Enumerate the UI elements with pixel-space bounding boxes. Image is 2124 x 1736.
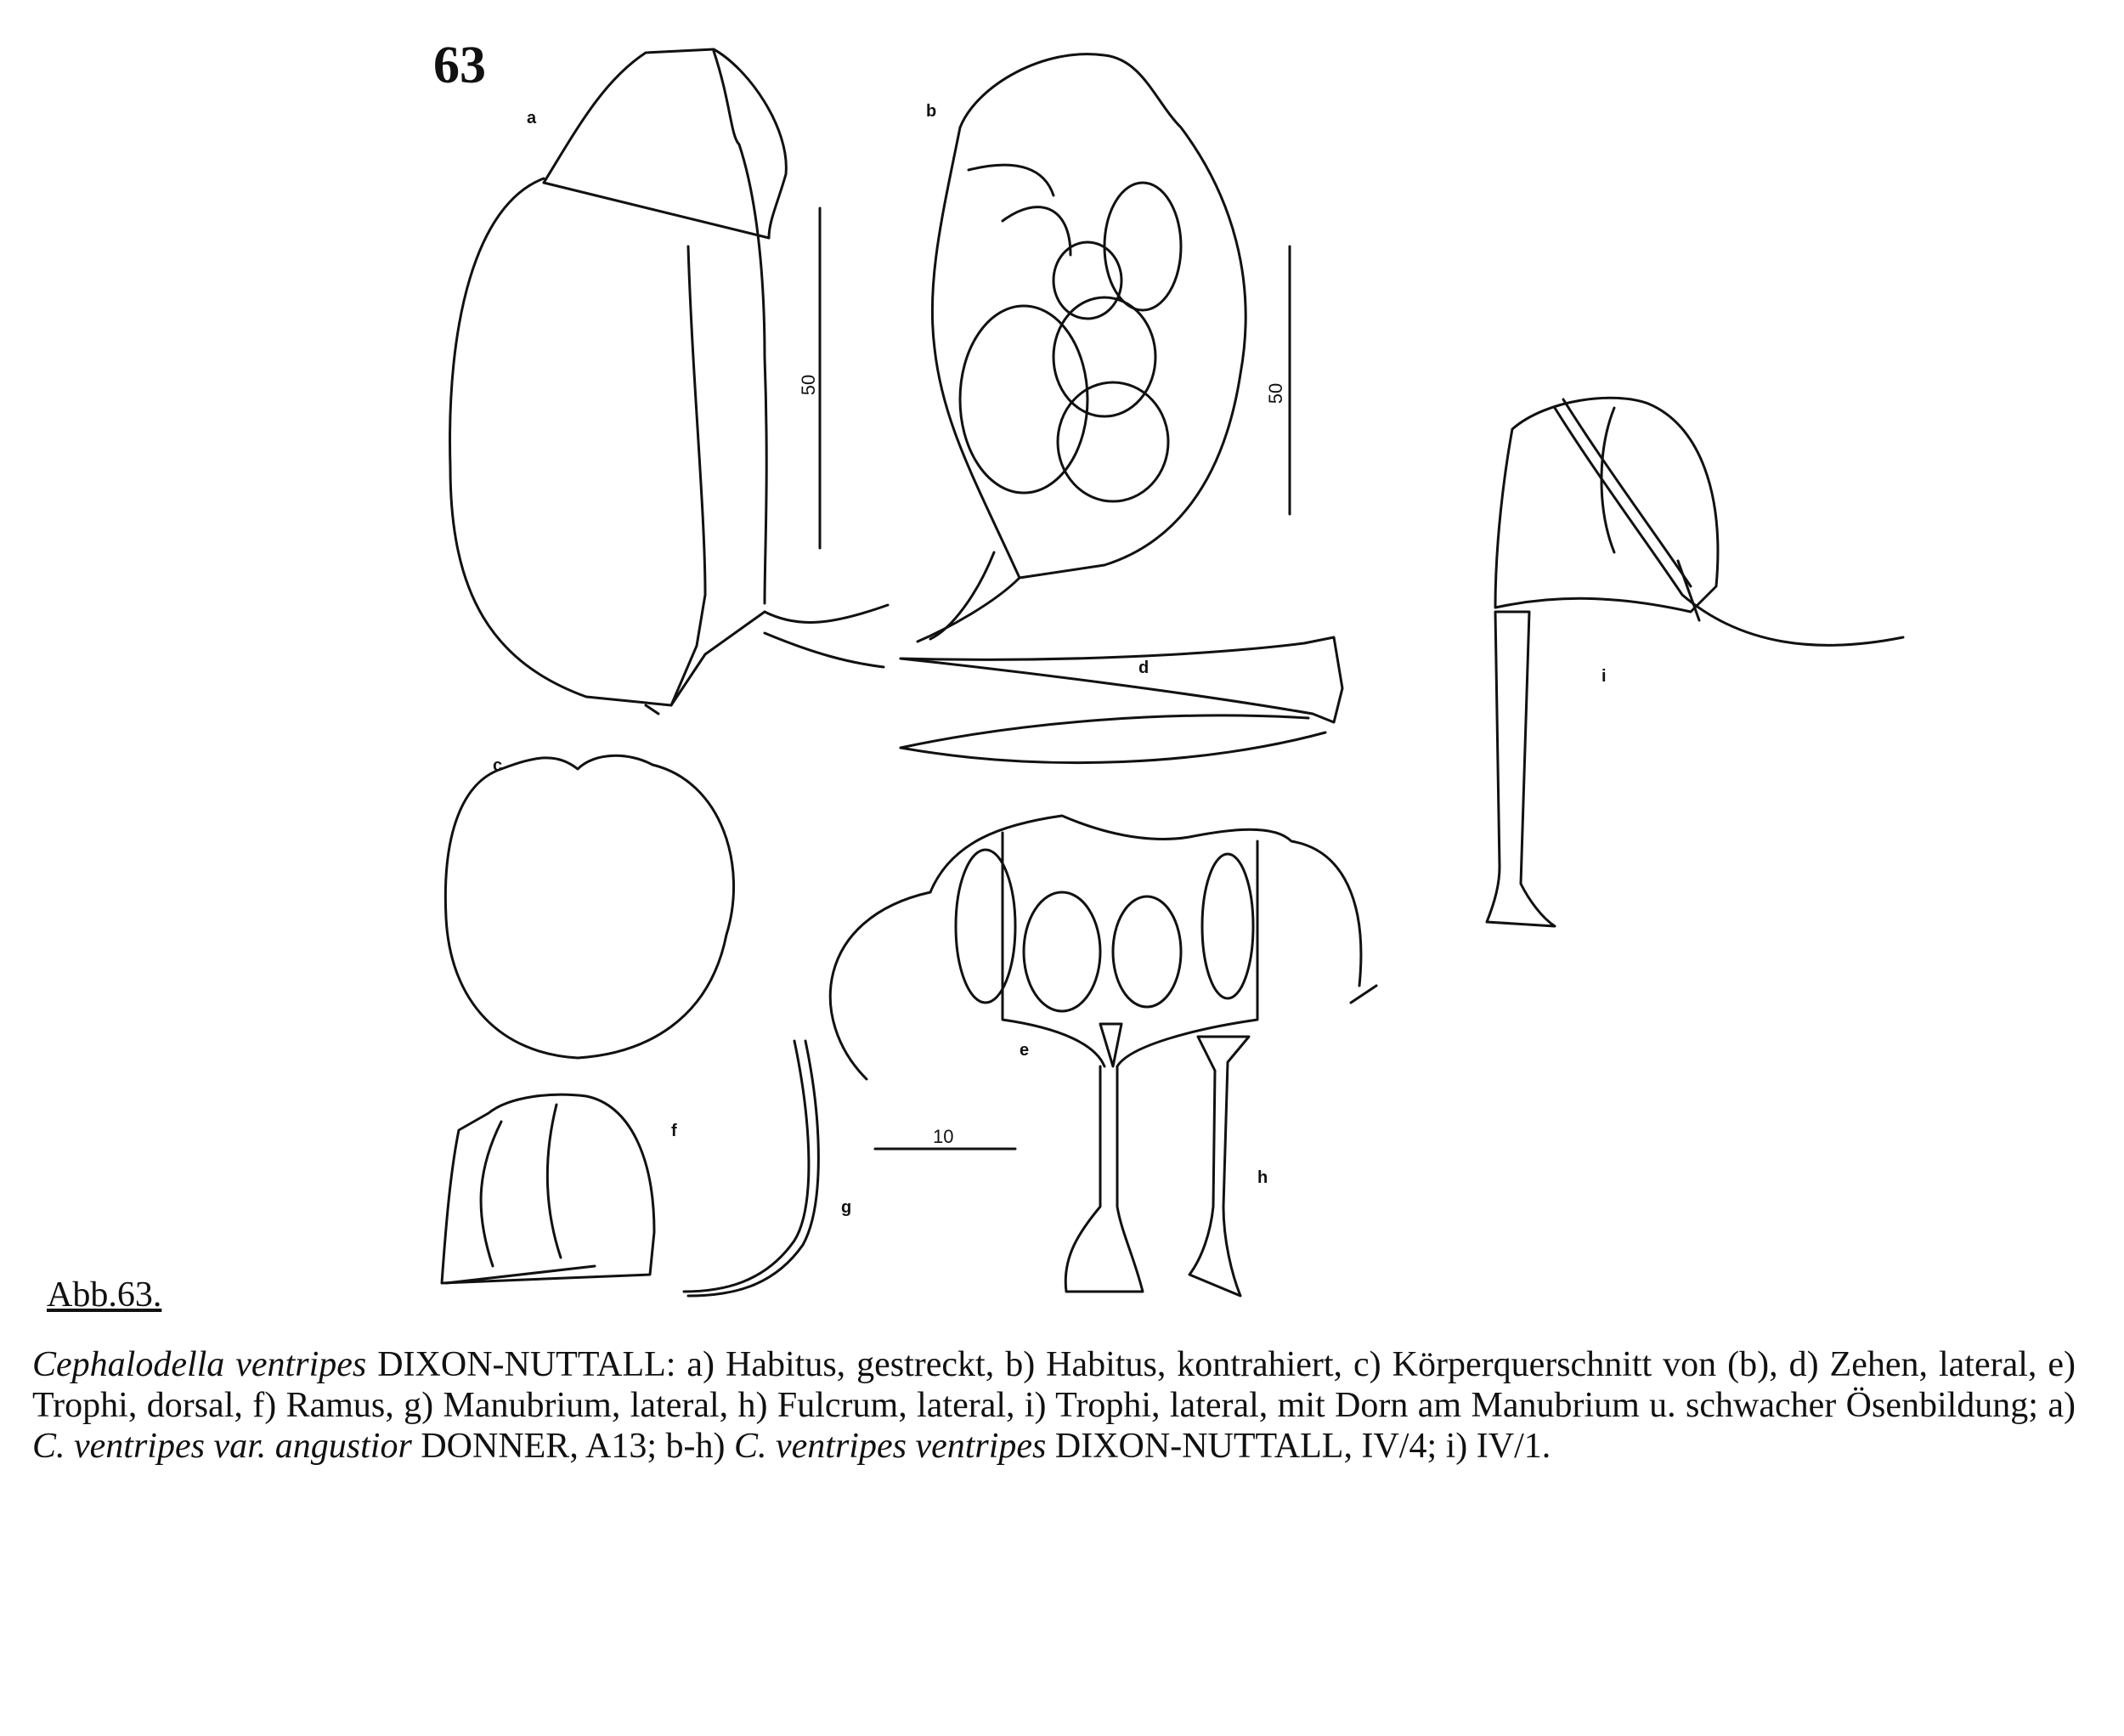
drawing-a-habitus-extended [450,49,888,714]
panel-label-h: h [1257,1168,1268,1187]
drawing-h-fulcrum-lateral [1189,1037,1249,1296]
scale-label-e: 10 [933,1126,954,1147]
caption-taxon-1: Cephalodella ventripes [32,1345,367,1384]
caption-text-2: DONNER, A13; b-h) [411,1427,734,1466]
panel-label-a: a [527,109,537,127]
drawing-i-trophi-lateral [1487,398,1903,926]
drawing-f-ramus [442,1094,654,1283]
drawing-e-trophi-dorsal [830,816,1376,1292]
drawing-b-habitus-contracted [918,54,1246,642]
figure-abbreviation: Abb.63. [47,1275,162,1315]
panel-label-e: e [1020,1041,1030,1060]
drawing-c-cross-section [445,755,733,1058]
caption-text-3: DIXON-NUTTALL, IV/4; i) IV/1. [1046,1427,1551,1466]
caption-taxon-3: C. ventripes ventripes [733,1427,1047,1466]
panel-label-g: g [841,1198,852,1217]
figure-number: 63 [433,37,486,94]
panel-label-f: f [671,1122,677,1140]
caption-text-1: DIXON-NUTTALL: a) Habitus, gestreckt, b) Habitus, kontrahiert, c) Körperquerschnitt von (b), d) Zehen, lateral, e) Trophi, dorsal, f) Ramus, g) Manubrium, lateral, h) Fulcrum, lateral, i) Trophi, lateral, mit Dorn am Manubrium u. schwacher Ösenbildung; a) [32,1345,2076,1425]
caption-taxon-2: C. ventripes var. angustior [32,1427,412,1466]
scale-label-b: 50 [1265,382,1287,404]
figure-caption [32,1344,2076,1467]
drawing-g-manubrium-lateral [684,1041,818,1296]
panel-label-i: i [1601,667,1607,686]
panel-label-c: c [493,756,503,775]
panel-label-d: d [1138,659,1150,677]
drawing-d-toes [901,637,1342,763]
scale-label-a: 50 [798,374,820,396]
panel-label-b: b [926,102,937,121]
